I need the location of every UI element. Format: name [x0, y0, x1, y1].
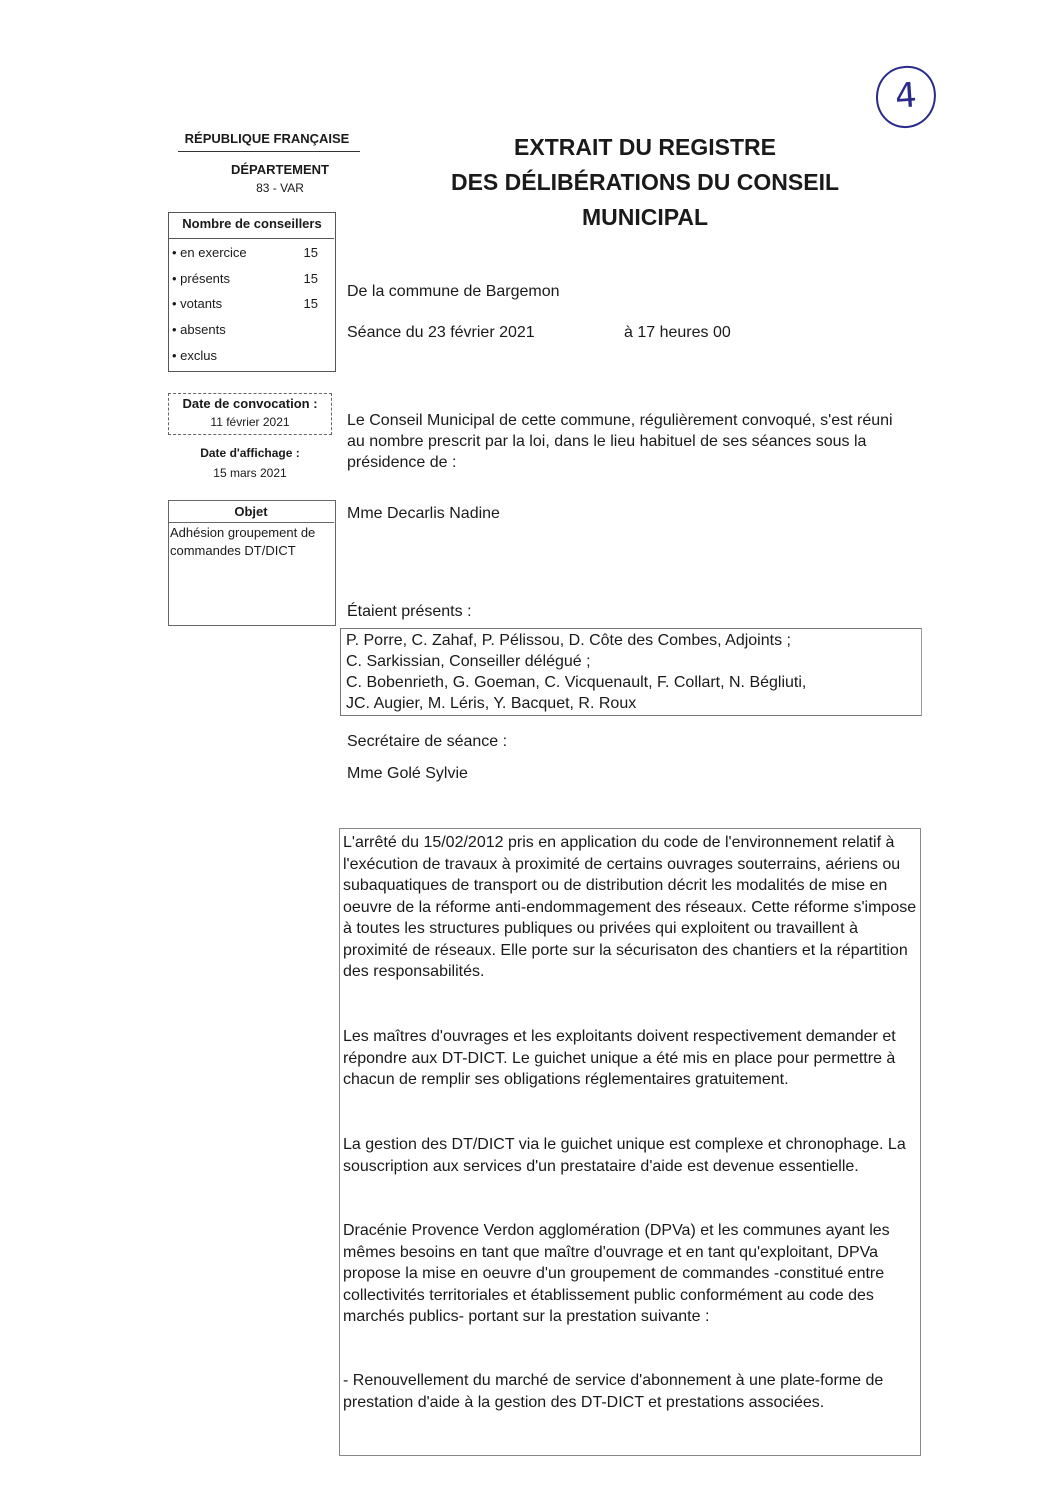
president-name: Mme Decarlis Nadine — [347, 505, 500, 522]
objet-text: Adhésion groupement de commandes DT/DICT — [170, 525, 316, 558]
title-line-3: MUNICIPAL — [581, 204, 709, 230]
republique-label: RÉPUBLIQUE FRANÇAISE — [184, 131, 350, 146]
counsellors-row-label: • en exercice — [172, 245, 247, 260]
objet-label: Objet — [234, 504, 268, 519]
counsellors-row-value: 15 — [303, 245, 318, 260]
commune-line: De la commune de Bargemon — [347, 283, 560, 300]
counsellors-row — [172, 322, 322, 340]
counsellors-row — [172, 348, 322, 366]
paragraph-4: Dracénie Provence Verdon agglomération (DPVa) et les communes ayant les mêmes besoins en tant que maître d'ouvrage et en tant qu'exploitant, DPVa propose la mise en oeuvre d'un groupement de commandes -constitué entre collectivités territoriales et établissement public conformément au code des marchés publics- portant sur la prestation suivante : — [343, 1222, 890, 1325]
objet-divider — [168, 522, 334, 523]
republique-underline — [178, 151, 360, 152]
paragraph-3: La gestion des DT/DICT via le guichet unique est complexe et chronophage. La souscription aux services d'un prestataire d'aide est devenue essentielle. — [343, 1136, 906, 1175]
affichage-date: 15 mars 2021 — [213, 466, 287, 480]
secretaire-name: Mme Golé Sylvie — [347, 765, 468, 782]
convocation-label: Date de convocation : — [182, 396, 318, 411]
counsellors-title: Nombre de conseillers — [182, 216, 322, 231]
counsellors-row-value: 15 — [303, 296, 318, 311]
session-intro: Le Conseil Municipal de cette commune, régulièrement convoqué, s'est réuni au nombre prescrit par la loi, dans le lieu habituel de ses séances sous la présidence de : — [347, 412, 893, 471]
page-number: 4 — [874, 64, 938, 130]
secretaire-label: Secrétaire de séance : — [347, 733, 508, 750]
presents-line: P. Porre, C. Zahaf, P. Pélissou, D. Côte des Combes, Adjoints ; — [346, 632, 791, 649]
paragraph-1: L'arrêté du 15/02/2012 pris en application du code de l'environnement relatif à l'exécution de travaux à proximité de certains ouvrages souterrains, aériens ou subaquatiques de transport ou de distribution décrit les modalités de mise en oeuvre de la réforme anti-endommagement des réseaux. Cette réforme s'impose à toutes les structures publiques ou privées qui exploitent ou travaillent à proximité de réseaux. Elle porte sur la sécurisaton des chantiers et la répartition des responsabilités. — [343, 834, 917, 980]
counsellors-row-label: • exclus — [172, 348, 218, 363]
presents-list — [346, 630, 918, 714]
counsellors-row — [172, 271, 322, 289]
presents-line: C. Sarkissian, Conseiller délégué ; — [346, 653, 591, 670]
presents-label: Étaient présents : — [347, 603, 472, 620]
counsellors-row-label: • absents — [172, 322, 226, 337]
title-line-2: DES DÉLIBÉRATIONS DU CONSEIL — [450, 169, 840, 195]
counsellors-row-label: • présents — [172, 271, 231, 286]
paragraph-5: - Renouvellement du marché de service d'abonnement à une plate-forme de prestation d'aide à la gestion des DT-DICT et prestations associées. — [343, 1372, 884, 1411]
counsellors-divider — [168, 238, 334, 239]
convocation-date: 11 février 2021 — [210, 415, 290, 429]
seance-date: Séance du 23 février 2021 — [347, 324, 535, 341]
counsellors-row-label: • votants — [172, 296, 223, 311]
counsellors-row-value: 15 — [303, 271, 318, 286]
title-line-1: EXTRAIT DU REGISTRE — [514, 134, 776, 160]
paragraph-2: Les maîtres d'ouvrages et les exploitants doivent respectivement demander et répondre aux DT-DICT. Le guichet unique a été mis en place pour permettre à chacun de remplir ses obligations réglementaires gratuitement. — [343, 1028, 896, 1088]
presents-line: C. Bobenrieth, G. Goeman, C. Vicquenault, F. Collart, N. Bégliuti, — [346, 674, 807, 691]
counsellors-row — [172, 245, 322, 263]
departement-value: 83 - VAR — [256, 181, 304, 195]
document-title — [380, 130, 910, 235]
presents-line: JC. Augier, M. Léris, Y. Bacquet, R. Roux — [346, 695, 637, 712]
affichage-label: Date d'affichage : — [200, 446, 300, 460]
seance-time: à 17 heures 00 — [624, 324, 731, 341]
departement-label: DÉPARTEMENT — [231, 162, 329, 177]
counsellors-row — [172, 296, 322, 314]
